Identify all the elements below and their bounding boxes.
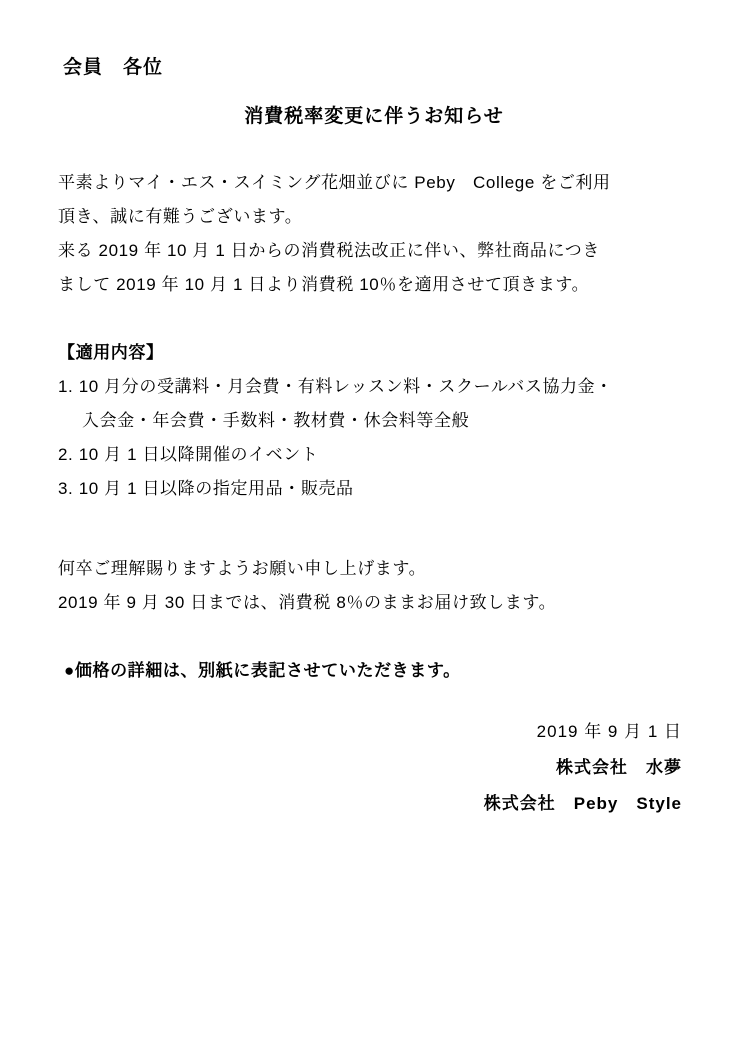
price-detail-note: ●価格の詳細は、別紙に表記させていただきます。 [64,661,461,681]
addressee: 会員 各位 [63,57,164,78]
applicable-items-list [58,370,690,506]
list-item [58,438,690,472]
list-item-text: 10 月 1 日以降の指定用品・販売品 [78,479,354,499]
list-item-number: 3. [58,479,74,499]
spacer-1 [58,302,690,336]
closing-line-1: 何卒ご理解賜りますようお願い申し上げます。 [58,559,427,579]
intro-line-2: 頂き、誠に有難うございます。 [58,207,303,227]
intro-line-4: まして 2019 年 10 月 1 日より消費税 10％を適用させて頂きます。 [58,275,590,295]
list-item-number: 2. [58,445,74,465]
signature-company-2: 株式会社 Peby Style [483,793,682,813]
list-item-text: 10 月分の受講料・月会費・有料レッスン料・スクールバス協力金・ [78,377,613,397]
signature-date: 2019 年 9 月 1 日 [536,722,682,742]
closing-line-2: 2019 年 9 月 30 日までは、消費税 8％のままお届け致します。 [58,593,557,613]
list-item [58,472,690,506]
intro-paragraphs [58,166,690,302]
intro-line-1: 平素よりマイ・エス・スイミング花畑並びに Peby College をご利用 [58,173,611,193]
spacer-2 [58,506,690,552]
list-item-number: 1. [58,377,74,397]
section-heading-applicable-items: 【適用内容】 [58,343,164,363]
page-title: 消費税率変更に伴うお知らせ [244,105,504,127]
list-item [58,370,690,438]
intro-line-3: 来る 2019 年 10 月 1 日からの消費税法改正に伴い、弊社商品につき [58,241,600,261]
signature-company-1: 株式会社 水夢 [556,757,682,777]
list-item-text-continued: 入会金・年会費・手数料・教材費・休会料等全般 [82,411,470,431]
signature-block [58,714,690,821]
list-item-text: 10 月 1 日以降開催のイベント [78,445,319,465]
closing-paragraphs [58,552,690,620]
spacer-3 [58,620,690,654]
